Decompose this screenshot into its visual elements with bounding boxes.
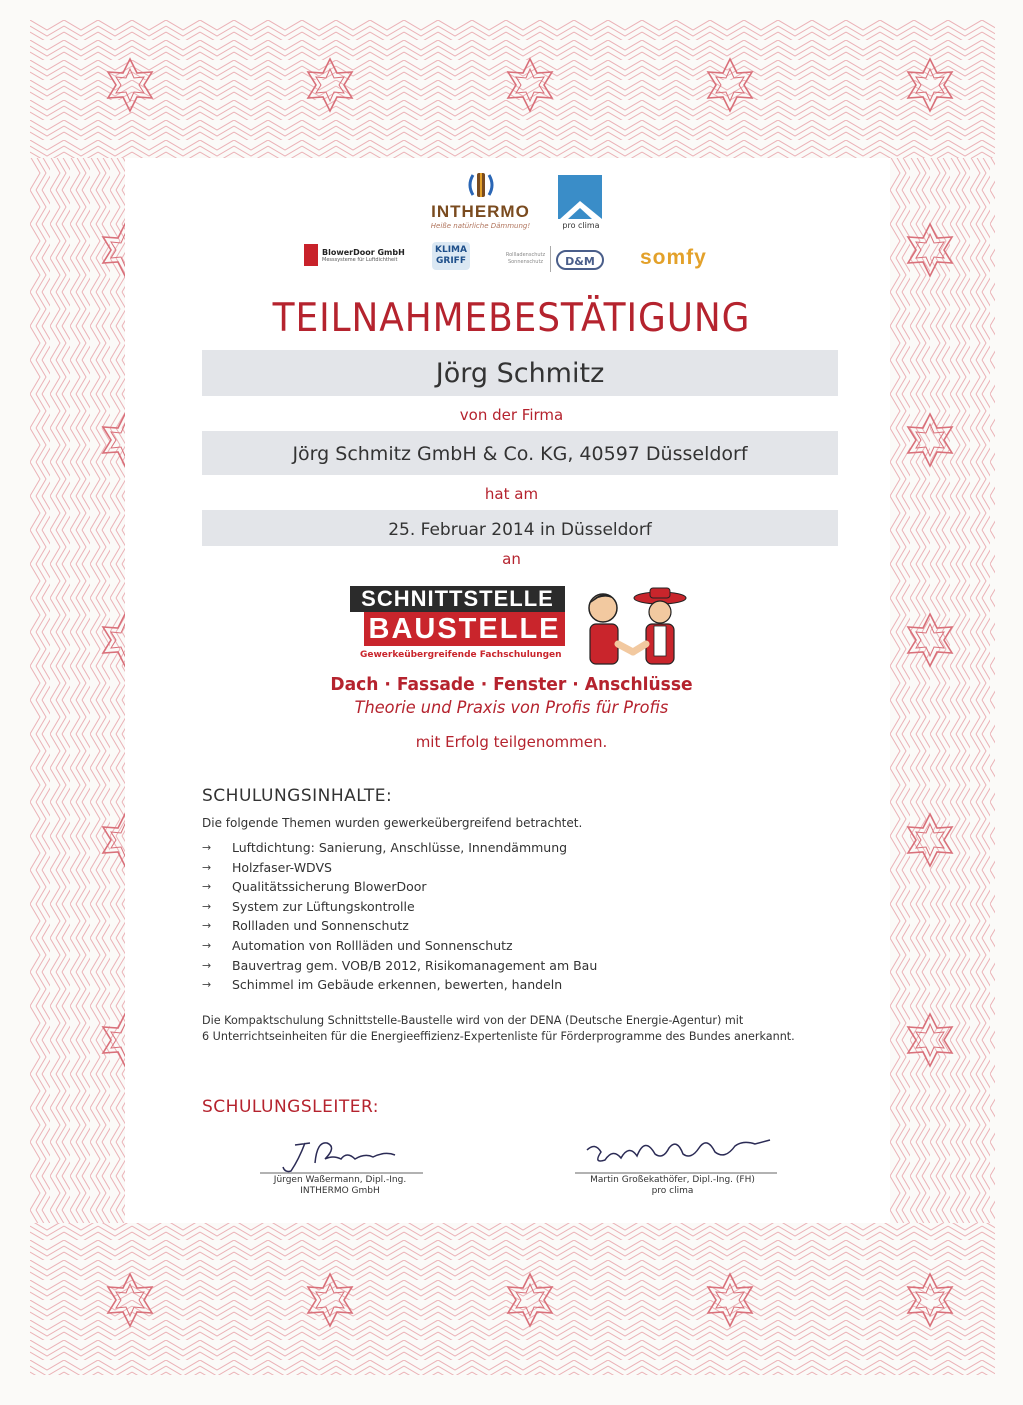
blowerdoor-logo xyxy=(304,244,405,266)
handshake-figures-icon xyxy=(578,586,688,676)
von-der-firma-label: von der Firma xyxy=(459,406,564,424)
topic-text: Automation von Rollläden und Sonnenschutz xyxy=(232,937,513,953)
arrow-icon: → xyxy=(202,860,212,874)
dena-note-line2: 6 Unterrichtseinheiten für die Energieeffizienz-Expertenliste für Förderprogramme des Bundes anerkannt. xyxy=(202,1030,795,1043)
schnittstelle-baustelle-logo xyxy=(350,586,680,674)
arrow-icon: → xyxy=(202,841,212,854)
blowerdoor-name: BlowerDoor GmbH xyxy=(322,247,405,257)
inthermo-icon xyxy=(463,170,499,200)
dena-note-line1: Die Kompaktschulung Schnittstelle-Baustelle wird von der DENA (Deutsche Energie-Agentur) mit xyxy=(202,1014,744,1027)
somfy-logo: somfy xyxy=(640,246,707,269)
sponsor-logos-row xyxy=(0,240,1023,280)
list-item xyxy=(202,916,597,936)
list-item xyxy=(202,897,597,917)
content-intro: Die folgende Themen wurden gewerkeübergreifend betrachtet. xyxy=(202,816,583,830)
arrow-icon: → xyxy=(202,958,212,972)
proclima-icon xyxy=(558,175,602,219)
content-heading: SCHULUNGSINHALTE: xyxy=(202,786,393,806)
rollladen-text: Rollladenschutz Sonnenschutz xyxy=(505,252,546,265)
inthermo-logo xyxy=(423,170,538,230)
klimagriff-line1: KLIMA xyxy=(435,245,467,255)
signature-right-company: pro clima xyxy=(651,1186,694,1196)
dm-logo: D&M xyxy=(556,250,604,270)
topic-text: Rollladen und Sonnenschutz xyxy=(232,918,409,934)
proclima-logo xyxy=(558,175,604,230)
certificate-title: TEILNAHMEBESTÄTIGUNG xyxy=(272,296,751,341)
klimagriff-logo xyxy=(432,242,470,270)
leaders-heading: SCHULUNGSLEITER: xyxy=(202,1097,380,1117)
signature-left-company: INTHERMO GmbH xyxy=(300,1186,380,1196)
company-name: Jörg Schmitz GmbH & Co. KG, 40597 Düsseldorf xyxy=(202,431,838,475)
proclima-name: pro clima xyxy=(562,221,600,230)
blowerdoor-icon xyxy=(304,244,318,266)
participant-name: Jörg Schmitz xyxy=(202,350,838,396)
arrow-icon: → xyxy=(202,938,212,952)
signature-right-scribble xyxy=(565,1130,780,1175)
list-item xyxy=(202,858,597,878)
list-item xyxy=(202,975,597,995)
course-topics-line: Dach · Fassade · Fenster · Anschlüsse xyxy=(330,674,693,695)
date-place: 25. Februar 2014 in Düsseldorf xyxy=(202,510,838,546)
list-item xyxy=(202,838,597,858)
topic-list xyxy=(202,838,597,995)
course-slogan: Theorie und Praxis von Profis für Profis xyxy=(354,698,669,718)
list-item xyxy=(202,956,597,976)
inthermo-name: INTHERMO xyxy=(431,202,530,221)
signature-left xyxy=(255,1133,425,1197)
list-item xyxy=(202,877,597,897)
topic-text: System zur Lüftungskontrolle xyxy=(232,898,415,914)
logo-line-baustelle: BAUSTELLE xyxy=(364,612,565,646)
arrow-icon: → xyxy=(202,899,212,913)
topic-text: Schimmel im Gebäude erkennen, bewerten, handeln xyxy=(232,977,563,993)
blowerdoor-sub: Messsysteme für Luftdichtheit xyxy=(322,256,398,263)
hat-am-label: hat am xyxy=(484,485,539,503)
signature-left-scribble xyxy=(255,1133,425,1175)
topic-text: Bauvertrag gem. VOB/B 2012, Risikomanagement am Bau xyxy=(232,957,598,973)
topic-text: Luftdichtung: Sanierung, Anschlüsse, Innendämmung xyxy=(232,840,568,855)
inthermo-tagline: Heiße natürliche Dämmung! xyxy=(430,222,531,230)
arrow-icon: → xyxy=(202,978,212,992)
topic-text: Holzfaser-WDVS xyxy=(232,859,332,875)
logo-line-subtitle: Gewerkeübergreifende Fachschulungen xyxy=(360,650,562,660)
list-item xyxy=(202,936,597,956)
logo-line-schnittstelle: SCHNITTSTELLE xyxy=(350,586,565,612)
topic-text: Qualitätssicherung BlowerDoor xyxy=(232,879,427,895)
result-text: mit Erfolg teilgenommen. xyxy=(415,733,608,751)
arrow-icon: → xyxy=(202,880,212,894)
signature-left-name: Jürgen Waßermann, Dipl.-Ing. xyxy=(273,1175,407,1185)
sponsor-logos-top xyxy=(0,170,1023,240)
logo-divider xyxy=(550,246,551,272)
an-label: an xyxy=(502,550,521,568)
dena-note xyxy=(202,1013,842,1045)
arrow-icon: → xyxy=(202,919,212,933)
klimagriff-line2: GRIFF xyxy=(436,256,466,266)
signature-right xyxy=(565,1130,780,1197)
signature-right-name: Martin Großekathöfer, Dipl.-Ing. (FH) xyxy=(590,1175,755,1185)
